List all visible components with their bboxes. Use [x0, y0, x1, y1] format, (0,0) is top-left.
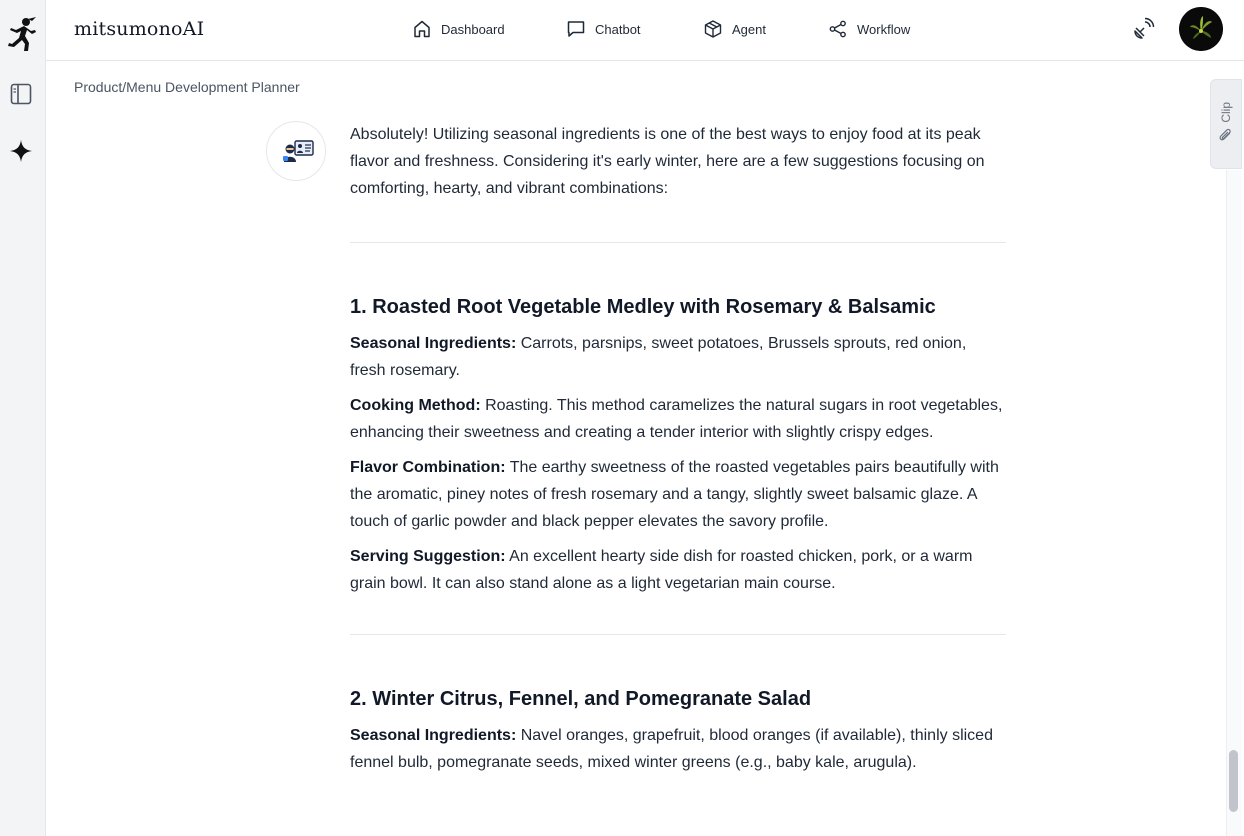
list-item: [350, 543, 1006, 597]
nav-workflow[interactable]: [828, 19, 910, 39]
nav-dashboard[interactable]: [412, 19, 505, 39]
item-label: Flavor Combination:: [350, 459, 506, 476]
bot-avatar: [266, 121, 326, 181]
item-label: Seasonal Ingredients:: [350, 335, 517, 352]
item-label: Seasonal Ingredients:: [350, 727, 517, 744]
nav-chatbot[interactable]: [566, 19, 641, 39]
nav-agent-label: Agent: [732, 21, 766, 37]
assistant-message: [350, 121, 1006, 784]
user-avatar[interactable]: [1179, 7, 1223, 51]
section-title: 1. Roasted Root Vegetable Medley with Rosemary & Balsamic: [350, 296, 936, 318]
cube-icon: [703, 19, 723, 39]
list-item: [350, 722, 1006, 776]
bot-ninja-card-icon: [267, 122, 327, 182]
divider: [350, 242, 1006, 243]
list-item: [350, 330, 1006, 384]
item-label: Serving Suggestion:: [350, 548, 506, 565]
message-intro: Absolutely! Utilizing seasonal ingredients is one of the best ways to enjoy food at its peak flavor and freshness. Considering it's early winter, here are a few suggestions focusing on comforting, hearty, and vibrant combinations:: [350, 126, 985, 197]
list-item: [350, 454, 1006, 535]
breadcrumb[interactable]: Product/Menu Development Planner: [74, 79, 300, 95]
clip-tab[interactable]: [1210, 79, 1242, 169]
section-title: 2. Winter Citrus, Fennel, and Pomegranate Salad: [350, 688, 812, 710]
paperclip-icon: [1218, 128, 1234, 144]
item-text: Roasting. This method caramelizes the natural sugars in root vegetables, enhancing their sweetness and creating a tender interior with slightly crispy edges.: [350, 397, 1003, 441]
home-icon: [412, 19, 432, 39]
share-nodes-icon: [828, 19, 848, 39]
item-label: Cooking Method:: [350, 397, 481, 414]
divider: [350, 634, 1006, 635]
nav-chatbot-label: Chatbot: [595, 21, 641, 37]
brand-name[interactable]: mitsumonoAI: [74, 18, 205, 40]
item-text: The earthy sweetness of the roasted vegetables pairs beautifully with the aromatic, piney notes of fresh rosemary and a tangy, slightly sweet balsamic glaze. A touch of garlic powder and black pepper elevates the savory profile.: [350, 459, 999, 530]
chat-bubble-icon: [566, 19, 586, 39]
list-item: [350, 392, 1006, 446]
scrollbar-track[interactable]: [1226, 170, 1242, 836]
nav-workflow-label: Workflow: [857, 21, 911, 37]
item-text: Carrots, parsnips, sweet potatoes, Brussels sprouts, red onion, fresh rosemary.: [350, 335, 967, 379]
sparkle-icon[interactable]: [9, 139, 33, 163]
running-ninja-logo-icon[interactable]: [6, 16, 38, 52]
top-header: [46, 0, 1244, 61]
item-text: An excellent hearty side dish for roasted chicken, pork, or a warm grain bowl. It can also stand alone as a light vegetarian main course.: [350, 548, 973, 592]
left-rail: [0, 0, 46, 836]
nav-dashboard-label: Dashboard: [441, 21, 505, 37]
nav-agent[interactable]: [703, 19, 766, 39]
user-avatar-plant-icon: [1179, 7, 1223, 51]
sidebar-toggle-icon[interactable]: [10, 83, 32, 105]
item-text: Navel oranges, grapefruit, blood oranges (if available), thinly sliced fennel bulb, pomegranate seeds, mixed winter greens (e.g., baby kale, arugula).: [350, 727, 993, 771]
clip-label: Clip: [1219, 102, 1233, 123]
satellite-dish-icon[interactable]: [1131, 17, 1155, 41]
scrollbar-thumb[interactable]: [1229, 750, 1238, 812]
